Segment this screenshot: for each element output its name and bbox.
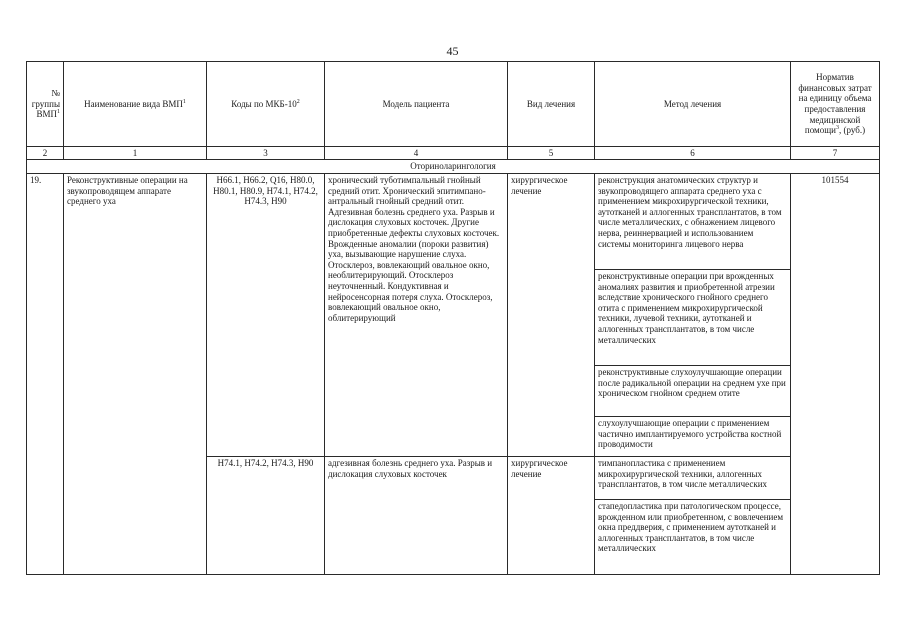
treatment-type: хирургическое лечение <box>508 457 595 575</box>
column-number: 2 <box>27 147 64 160</box>
page-number: 45 <box>446 44 459 58</box>
patient-model: адгезивная болезнь среднего уха. Разрыв и дислокация слуховых косточек <box>325 457 508 575</box>
header-treatment-type: Вид лечения <box>508 62 595 147</box>
header-vmp-name: Наименование вида ВМП$^1$ <box>64 62 207 147</box>
section-row <box>27 160 880 174</box>
column-number: 7 <box>791 147 880 160</box>
column-number: 3 <box>207 147 325 160</box>
header-cost-norm: Норматив финансовых затрат на единицу объема предоставления медицинской помощи$^3$, (руб.) <box>791 62 880 147</box>
header-patient-model: Модель пациента <box>325 62 508 147</box>
vmp-name: Реконструктивные операции на звукопроводящем аппарате среднего уха <box>64 174 207 575</box>
treatment-method: реконструктивные операции при врожденных аномалиях развития и приобретенной атрезии вследствие хронического гнойного среднего отита с применением микрохирургической техники, лучевой техники, аутотканей и аллогенных трансплантатов, в том числе металлических <box>595 270 791 366</box>
icd-codes: H66.1, H66.2, Q16, H80.0, H80.1, H80.9, H74.1, H74.2, H74.3, H90 <box>207 174 325 457</box>
table-row <box>27 174 880 270</box>
header-row <box>27 62 880 147</box>
cost-norm: 101554 <box>791 174 880 575</box>
column-number: 5 <box>508 147 595 160</box>
vmp-table <box>26 61 880 575</box>
patient-model: хронический туботимпальный гнойный средний отит. Хронический эпитимпано-антральный гнойный средний отит. Адгезивная болезнь среднего уха. Разрыв и дислокация слуховых косточек. Другие приобретенные дефекты слуховых косточек. Врожденные аномалии (пороки развития) уха, вызывающие нарушение слуха. Отосклероз, вовлекающий овальное окно, необлитерирующий. Отосклероз неуточненный. Кондуктивная и нейросенсорная потеря слуха. Отосклероз, вовлекающий овальное окно, облитерирующий <box>325 174 508 457</box>
column-number: 6 <box>595 147 791 160</box>
column-numbers-row <box>27 147 880 160</box>
header-treatment-method: Метод лечения <box>595 62 791 147</box>
treatment-method: стапедопластика при патологическом процессе, врожденном или приобретенном, с вовлечением окна преддверия, с применением аутотканей и аллогенных трансплантатов, в том числе металлических <box>595 500 791 575</box>
treatment-method: слухоулучшающие операции с применением частично имплантируемого устройства костной проводимости <box>595 417 791 457</box>
treatment-method: реконструкция анатомических структур и звукопроводящего аппарата среднего уха с применением микрохирургической техники, аутотканей и аллогенных трансплантатов, в том числе металлических, с обнажением лицевого нерва, реиннервацией и использованием системы мониторинга лицевого нерва <box>595 174 791 270</box>
section-title: Оториноларингология <box>27 160 880 174</box>
header-icd-codes: Коды по МКБ-$10^2$ <box>207 62 325 147</box>
treatment-type: хирургическое лечение <box>508 174 595 457</box>
column-number: 4 <box>325 147 508 160</box>
group-number: 19. <box>27 174 64 575</box>
column-number: 1 <box>64 147 207 160</box>
header-group-number: № группы ВМП$^1$ <box>27 62 64 147</box>
treatment-method: реконструктивные слухоулучшающие операции после радикальной операции на среднем ухе при хроническом гнойном среднем отите <box>595 366 791 417</box>
treatment-method: тимпанопластика с применением микрохирургической техники, аллогенных трансплантатов, в том числе металлических <box>595 457 791 500</box>
icd-codes: H74.1, H74.2, H74.3, H90 <box>207 457 325 575</box>
